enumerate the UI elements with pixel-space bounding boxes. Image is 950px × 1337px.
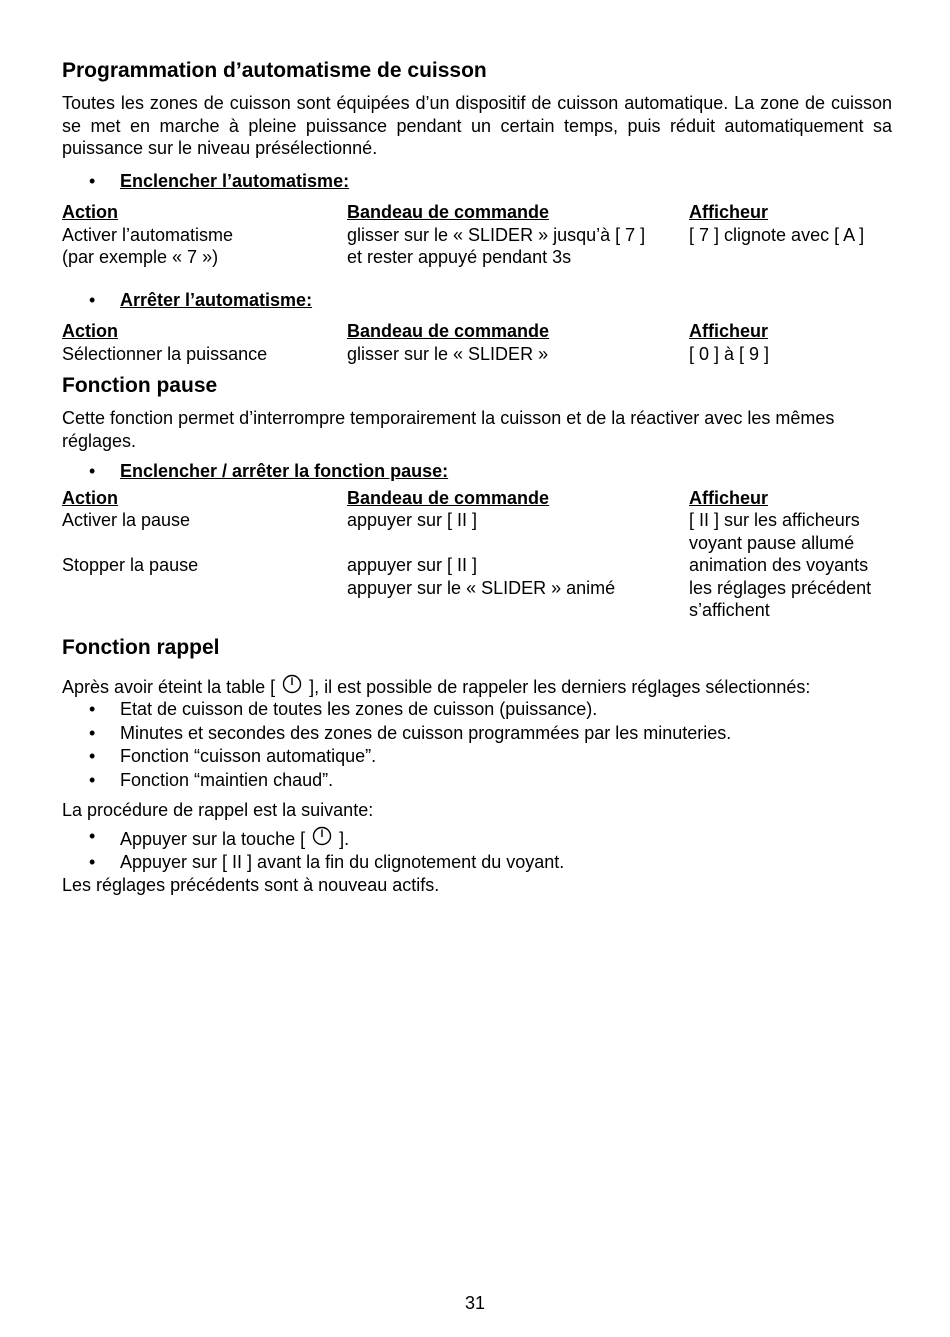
table-cell: Activer la pause bbox=[62, 510, 191, 530]
bullet-icon: • bbox=[89, 699, 96, 719]
table-row bbox=[62, 554, 892, 577]
table-cell bbox=[62, 532, 347, 555]
table-arreter-automatisme bbox=[62, 320, 892, 365]
paragraph-pause-intro: Cette fonction permet d’interrompre temporairement la cuisson et de la réactiver avec les mêmes réglages. bbox=[62, 408, 835, 451]
paragraph-procedure: La procédure de rappel est la suivante: bbox=[62, 800, 374, 820]
table-cell: voyant pause allumé bbox=[689, 532, 855, 553]
table-cell: [ 7 ] clignote avec [ A ] bbox=[689, 224, 865, 245]
col-header-action: Action bbox=[62, 487, 118, 508]
power-icon bbox=[282, 673, 302, 695]
table-cell: [ II ] sur les afficheurs bbox=[689, 510, 860, 530]
table-cell bbox=[62, 599, 347, 622]
paragraph-closing: Les réglages précédents sont à nouveau actifs. bbox=[62, 874, 440, 895]
col-header-action: Action bbox=[62, 321, 118, 341]
bullet-icon: • bbox=[89, 769, 96, 790]
col-header-bandeau: Bandeau de commande bbox=[347, 202, 550, 222]
table-cell: appuyer sur [ II ] bbox=[347, 510, 478, 530]
table-row bbox=[62, 343, 892, 366]
table-row bbox=[62, 577, 892, 600]
col-header-bandeau: Bandeau de commande bbox=[347, 321, 550, 341]
list-item: • Fonction “maintien chaud”. bbox=[89, 769, 334, 790]
subheading-fonction-pause: • Enclencher / arrêter la fonction pause: bbox=[89, 461, 449, 481]
table-cell: et rester appuyé pendant 3s bbox=[347, 247, 572, 267]
bullet-icon: • bbox=[89, 461, 96, 481]
table-cell: glisser sur le « SLIDER » jusqu’à [ 7 ] bbox=[347, 224, 646, 245]
list-item: • Etat de cuisson de toutes les zones de cuisson (puissance). bbox=[89, 699, 598, 719]
col-header-afficheur: Afficheur bbox=[689, 487, 769, 508]
bullet-icon: • bbox=[89, 170, 96, 191]
table-cell: appuyer sur [ II ] bbox=[347, 555, 478, 575]
table-cell: glisser sur le « SLIDER » bbox=[347, 343, 549, 364]
subheading-arreter-automatisme: • Arrêter l’automatisme: bbox=[89, 289, 313, 310]
bullet-icon: • bbox=[89, 289, 96, 310]
table-cell bbox=[62, 577, 347, 600]
section-title-automatisme: Programmation d’automatisme de cuisson bbox=[62, 59, 487, 82]
col-header-action: Action bbox=[62, 202, 118, 222]
list-item: • Minutes et secondes des zones de cuisson programmées par les minuteries. bbox=[89, 722, 732, 743]
section-title-rappel: Fonction rappel bbox=[62, 635, 220, 659]
table-cell bbox=[347, 599, 689, 622]
rappel-list bbox=[62, 698, 892, 791]
table-cell: [ 0 ] à [ 9 ] bbox=[689, 343, 770, 364]
table-header-row bbox=[62, 487, 892, 510]
bullet-icon: • bbox=[89, 722, 96, 743]
power-icon bbox=[312, 825, 332, 847]
col-header-afficheur: Afficheur bbox=[689, 321, 769, 341]
table-row bbox=[62, 224, 892, 247]
table-cell: les réglages précédent bbox=[689, 577, 872, 598]
table-enclencher-automatisme bbox=[62, 201, 892, 269]
bullet-icon: • bbox=[89, 852, 96, 872]
bullet-icon: • bbox=[89, 746, 96, 766]
table-cell bbox=[347, 532, 689, 555]
page-number: 31 bbox=[464, 1293, 486, 1313]
subheading-enclencher-automatisme: • Enclencher l’automatisme: bbox=[89, 170, 350, 191]
list-item: • Appuyer sur la touche [ ]. bbox=[89, 825, 350, 849]
list-item: • Appuyer sur [ II ] avant la fin du clignotement du voyant. bbox=[89, 852, 565, 872]
table-cell: Activer l’automatisme bbox=[62, 224, 234, 245]
table-cell: (par exemple « 7 ») bbox=[62, 247, 219, 267]
col-header-bandeau: Bandeau de commande bbox=[347, 487, 550, 508]
section-title-pause: Fonction pause bbox=[62, 374, 218, 397]
table-cell: appuyer sur le « SLIDER » animé bbox=[347, 577, 616, 598]
table-cell: animation des voyants bbox=[689, 555, 869, 575]
col-header-afficheur: Afficheur bbox=[689, 202, 769, 222]
paragraph-automatisme-intro: Toutes les zones de cuisson sont équipées d’un dispositif de cuisson automatique. La zone de cuisson se met en marche à pleine puissance pendant un certain temps, puis réduit automatiquement sa puissance sur le niveau présélectionné. bbox=[62, 93, 892, 158]
table-row bbox=[62, 246, 892, 269]
table-cell: s’affichent bbox=[689, 600, 770, 620]
paragraph-rappel-intro: Après avoir éteint la table [ ], il est possible de rappeler les derniers réglages sélectionnés: bbox=[62, 673, 892, 699]
table-row bbox=[62, 599, 892, 622]
table-row bbox=[62, 532, 892, 555]
table-header-row bbox=[62, 320, 892, 343]
table-header-row bbox=[62, 201, 892, 224]
table-row bbox=[62, 509, 892, 532]
bullet-icon: • bbox=[89, 825, 96, 846]
document-page bbox=[62, 58, 892, 896]
table-cell: Stopper la pause bbox=[62, 555, 199, 575]
list-item: • Fonction “cuisson automatique”. bbox=[89, 746, 377, 766]
table-cell bbox=[689, 246, 892, 269]
table-cell: Sélectionner la puissance bbox=[62, 343, 268, 364]
table-fonction-pause bbox=[62, 487, 892, 622]
